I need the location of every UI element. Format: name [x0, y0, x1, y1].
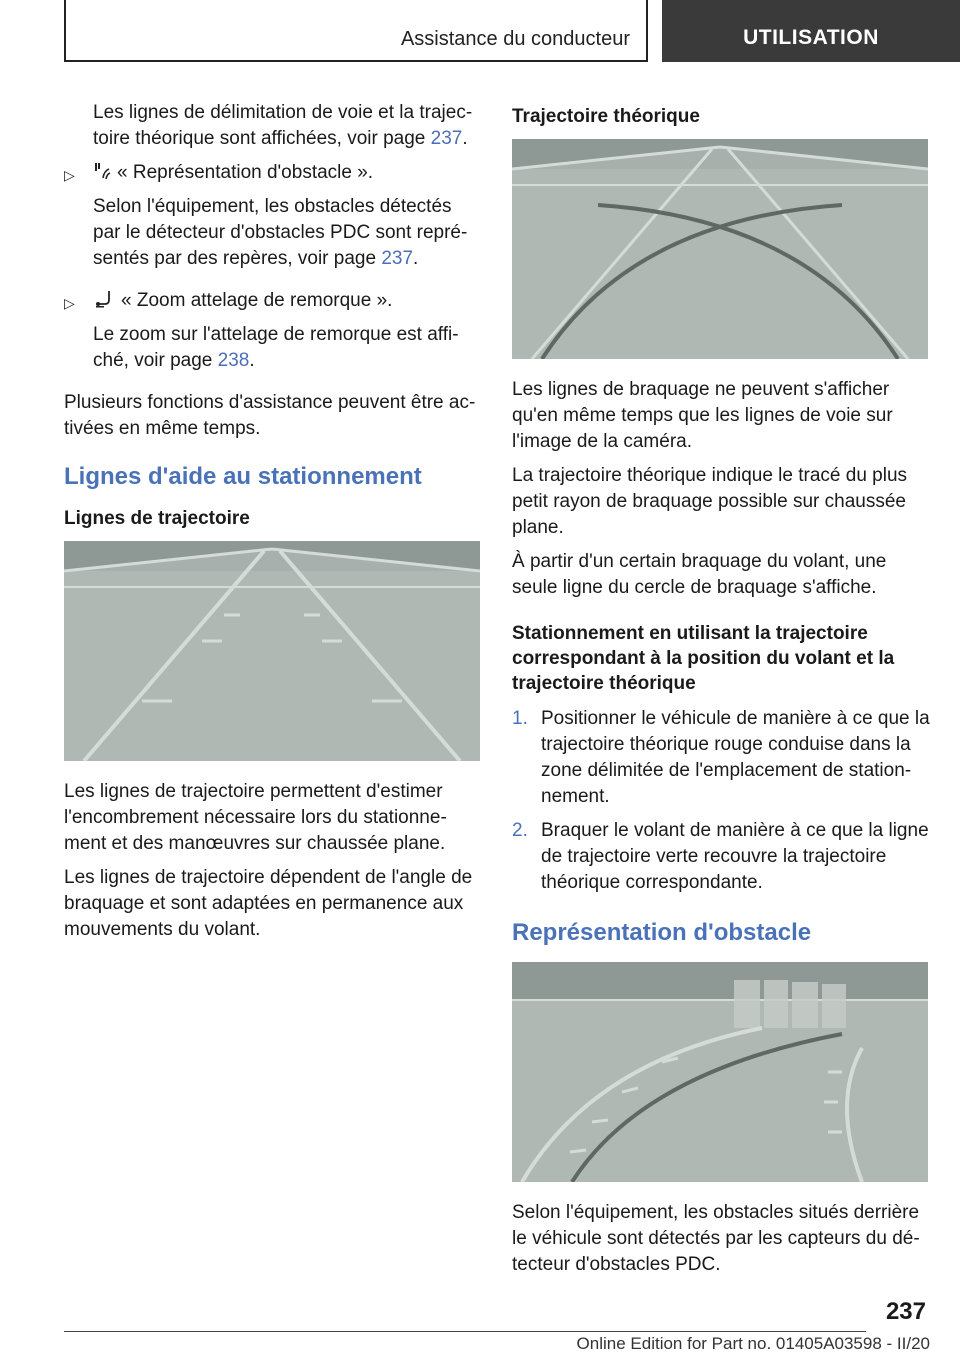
- subheading-parking-procedure: Stationnement en utilisant la trajectoire correspondant à la position du volant et la trajectoire théorique: [512, 623, 895, 694]
- header-frame: [64, 0, 648, 62]
- right-column: [512, 100, 930, 1286]
- theoretical-para-2: La trajectoire théorique indique le tracé du plus petit rayon de braquage possible sur chaussée plane.: [512, 465, 908, 538]
- theoretical-para-1: Les lignes de braquage ne peuvent s'afficher qu'en même temps que les lignes de voie sur l'image de la caméra.: [512, 379, 893, 452]
- step-text: Braquer le volant de manière à ce que la ligne de trajectoire verte recouvre la trajectoire théorique correspondante.: [541, 820, 929, 893]
- multi-assist-paragraph: Plusieurs fonctions d'assistance peuvent être activées en même temps.: [64, 392, 476, 439]
- footer-edition: Online Edition for Part no. 01405A03598 - II/20: [576, 1334, 930, 1353]
- section-title: Assistance du conducteur: [400, 28, 630, 50]
- chapter-tab: [662, 0, 960, 62]
- step-text: Positionner le véhicule de manière à ce que la trajectoire théorique rouge conduise dans la zone délimitée de l'emplacement de stationnement.: [541, 708, 930, 807]
- page-link-238[interactable]: 238: [217, 350, 250, 371]
- bullet1-title: « Représentation d'obstacle ».: [117, 162, 374, 183]
- obstacle-para: Selon l'équipement, les obstacles situés derrière le véhicule sont détectés par les capteurs du détecteur d'obstacles PDC.: [512, 1202, 920, 1275]
- footer-divider: [64, 1331, 866, 1332]
- bullet1-paragraph: Selon l'équipement, les obstacles détectés par le détecteur d'obstacles PDC sont représentés par des repères, voir page 237.: [93, 196, 468, 269]
- intro-text: Les lignes de délimitation de voie et la trajectoire théorique sont affichées, voir page: [93, 102, 473, 149]
- trajectory-para-2: Les lignes de trajectoire dépendent de l'angle de braquage et sont adaptées en permanence aux mouvements du volant.: [64, 867, 473, 940]
- triangle-bullet-icon: ▷: [64, 167, 75, 183]
- subheading-trajectory-lines: Lignes de trajectoire: [64, 508, 250, 529]
- bullet-trailer-zoom: [64, 288, 482, 382]
- page-number: 237: [885, 1298, 926, 1325]
- step-1: [512, 706, 930, 810]
- bullet2-title: « Zoom attelage de remorque ».: [121, 290, 393, 311]
- obstacle-display-figure: [512, 962, 928, 1182]
- step-number: 2.: [512, 820, 528, 841]
- triangle-bullet-icon: ▷: [64, 295, 75, 311]
- bullet2-text: Le zoom sur l'attelage de remorque est affiché, voir page: [93, 324, 459, 371]
- chapter-title: UTILISATION: [743, 26, 879, 49]
- obstacle-display-icon: [93, 162, 111, 180]
- theoretical-para-3: À partir d'un certain braquage du volant, une seule ligne du cercle de braquage s'affiche.: [512, 551, 887, 598]
- section-heading-parking-lines: Lignes d'aide au stationnement: [64, 463, 422, 490]
- intro-paragraph: Les lignes de délimitation de voie et la trajectoire théorique sont affichées, voir page 237.: [93, 102, 473, 149]
- theoretical-trajectory-figure: [512, 139, 928, 359]
- step-2: [512, 818, 930, 896]
- bullet-obstacle: [64, 160, 482, 280]
- page-link-237[interactable]: 237: [430, 128, 463, 149]
- step-number: 1.: [512, 708, 528, 729]
- trailer-hitch-icon: [93, 290, 115, 308]
- trajectory-para-1: Les lignes de trajectoire permettent d'estimer l'encombrement nécessaire lors du stationnement et des manœuvres sur chaussée plane.: [64, 781, 447, 854]
- left-column: [64, 100, 482, 951]
- bullet1-text: Selon l'équipement, les obstacles détectés par le détecteur d'obstacles PDC sont représentés par des repères, voir page: [93, 196, 468, 269]
- bullet2-paragraph: Le zoom sur l'attelage de remorque est affiché, voir page 238.: [93, 324, 459, 371]
- page-link-237b[interactable]: 237: [381, 248, 414, 269]
- section-heading-obstacle-display: Représentation d'obstacle: [512, 919, 812, 946]
- subheading-theoretical-trajectory: Trajectoire théorique: [512, 106, 700, 127]
- trajectory-lines-figure: [64, 541, 480, 761]
